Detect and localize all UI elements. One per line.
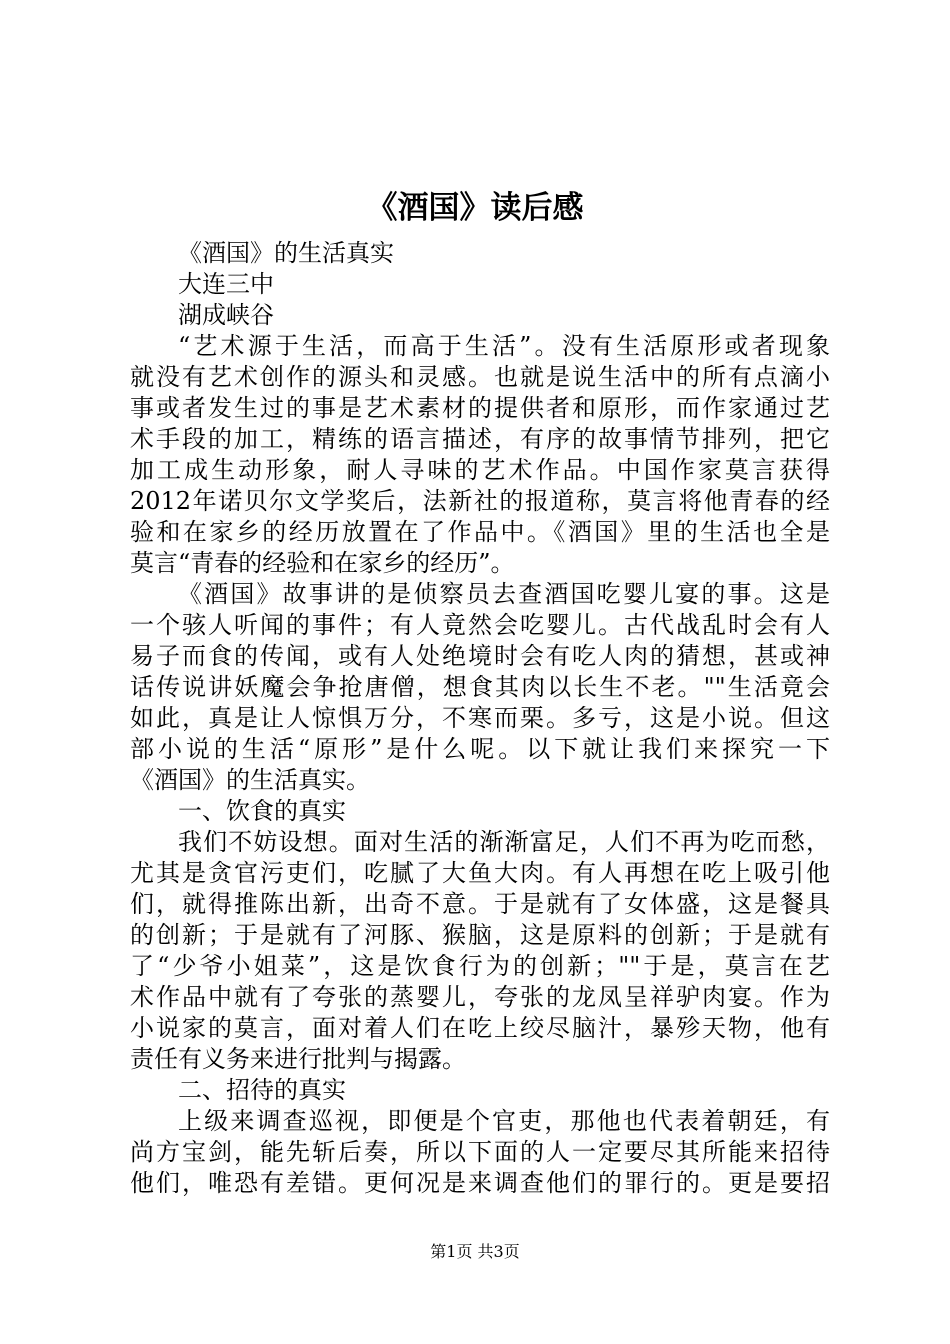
paragraph-line: 尚方宝剑，能先斩后奏，所以下面的人一定要尽其所能来招待 (130, 1138, 830, 1166)
paragraph-line: 我们不妨设想。面对生活的渐渐富足，人们不再为吃而愁， (178, 828, 830, 856)
section-heading: 一、饮食的真实 (178, 797, 346, 825)
school-line: 大连三中 (178, 270, 274, 298)
document-title: 《酒国》读后感 (366, 190, 584, 226)
paragraph-line: 验和在家乡的经历放置在了作品中。《酒国》里的生活也全是 (130, 518, 830, 546)
paragraph-line: 事或者发生过的事是艺术素材的提供者和原形，而作家通过艺 (130, 394, 830, 422)
paragraph-line: 就没有艺术创作的源头和灵感。也就是说生活中的所有点滴小 (130, 363, 830, 391)
paragraph-line: 《酒国》故事讲的是侦察员去查酒国吃婴儿宴的事。这是 (178, 580, 830, 608)
page-number-footer: 第1页 共3页 (430, 1242, 520, 1261)
paragraph-line: 了“少爷小姐菜”，这是饮食行为的创新；""于是，莫言在艺 (130, 952, 830, 980)
paragraph-line: 们，就得推陈出新，出奇不意。于是就有了女体盛，这是餐具 (130, 890, 830, 918)
paragraph-line: 术手段的加工，精练的语言描述，有序的故事情节排列，把它 (130, 425, 830, 453)
paragraph-line: 术作品中就有了夸张的蒸婴儿，夸张的龙凤呈祥驴肉宴。作为 (130, 983, 830, 1011)
paragraph-line: 话传说讲妖魔会争抢唐僧，想食其肉以长生不老。""生活竟会 (130, 673, 830, 701)
document-body (130, 238, 830, 1199)
paragraph-line: “艺术源于生活，而高于生活”。没有生活原形或者现象 (178, 332, 830, 360)
paragraph-line: 加工成生动形象，耐人寻味的艺术作品。中国作家莫言获得 (130, 456, 830, 484)
paragraph-line: 2012年诺贝尔文学奖后，法新社的报道称，莫言将他青春的经 (130, 487, 830, 515)
paragraph-line: 莫言“青春的经验和在家乡的经历”。 (130, 549, 515, 577)
section-heading: 二、招待的真实 (178, 1076, 346, 1104)
subtitle-line: 《酒国》的生活真实 (178, 239, 394, 267)
paragraph-line: 他们，唯恐有差错。更何况是来调查他们的罪行的。更是要招 (130, 1169, 830, 1197)
paragraph-line: 易子而食的传闻，或有人处绝境时会有吃人肉的猜想，甚或神 (130, 642, 830, 670)
paragraph-line: 责任有义务来进行批判与揭露。 (130, 1045, 466, 1073)
paragraph-line: 的创新；于是就有了河豚、猴脑，这是原料的创新；于是就有 (130, 921, 830, 949)
paragraph-line: 小说家的莫言，面对着人们在吃上绞尽脑汁，暴殄天物，他有 (130, 1014, 830, 1042)
paragraph-line: 《酒国》的生活真实。 (130, 766, 370, 794)
paragraph-line: 上级来调查巡视，即便是个官吏，那他也代表着朝廷，有 (178, 1107, 830, 1135)
paragraph-line: 一个骇人听闻的事件；有人竟然会吃婴儿。古代战乱时会有人 (130, 611, 830, 639)
paragraph-line: 尤其是贪官污吏们，吃腻了大鱼大肉。有人再想在吃上吸引他 (130, 859, 830, 887)
paragraph-line: 部小说的生活“原形”是什么呢。以下就让我们来探究一下 (130, 735, 830, 763)
author-line: 湖成峡谷 (178, 301, 274, 329)
paragraph-line: 如此，真是让人惊惧万分，不寒而栗。多亏，这是小说。但这 (130, 704, 830, 732)
